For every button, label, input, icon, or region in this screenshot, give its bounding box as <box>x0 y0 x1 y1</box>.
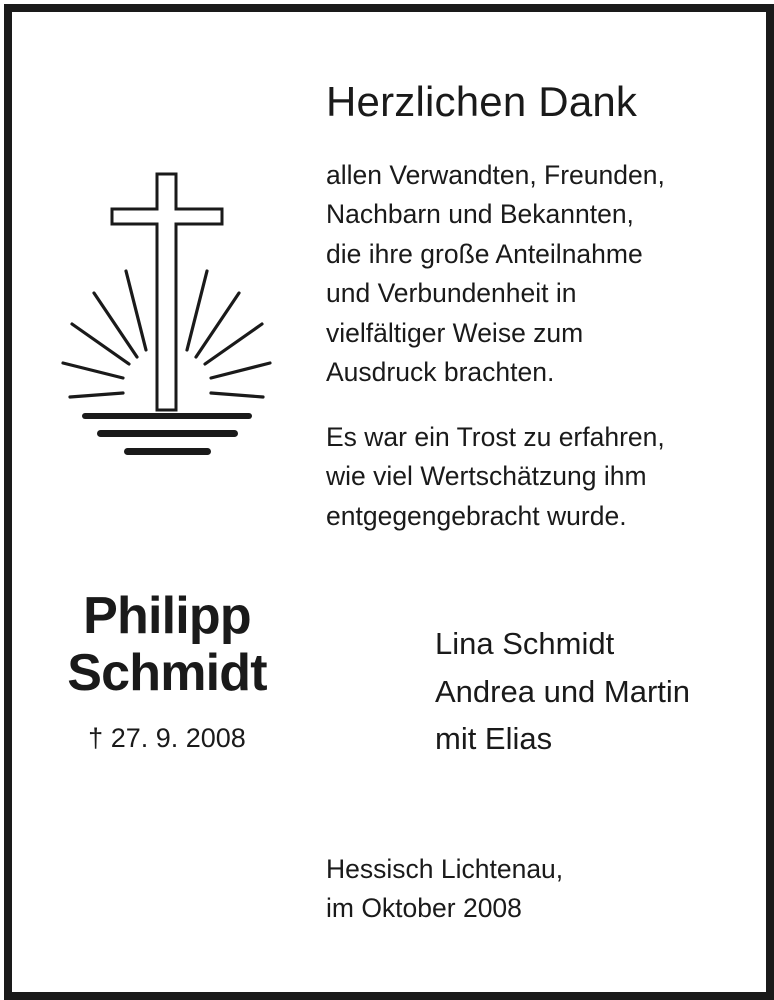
thanks-line: Nachbarn und Bekannten, <box>326 199 634 230</box>
mourner: Lina Schmidt <box>435 626 615 661</box>
comfort-line: Es war ein Trost zu erfahren, <box>326 422 665 452</box>
comfort-line: wie viel Wertschätzung ihm <box>326 461 647 492</box>
date-line: im Oktober 2008 <box>326 893 522 924</box>
death-date: † 27. 9. 2008 <box>88 723 246 753</box>
comfort-line: entgegengebracht wurde. <box>326 500 627 531</box>
horizon-lines <box>82 413 252 455</box>
place-line: Hessisch Lichtenau, <box>326 854 564 884</box>
first-name: Philipp <box>83 587 251 645</box>
thanks-line: und Verbundenheit in <box>326 278 577 309</box>
heading: Herzlichen Dank <box>326 78 638 125</box>
place-and-date <box>326 850 563 929</box>
thanks-line: Ausdruck brachten. <box>326 357 555 388</box>
deceased-name <box>38 588 296 702</box>
cross-with-sunrise-icon <box>60 168 280 464</box>
thanks-line: allen Verwandten, Freunden, <box>326 160 665 190</box>
thanks-line: die ihre große Anteilnahme <box>326 238 643 269</box>
last-name: Schmidt <box>67 644 267 702</box>
cross-outline <box>112 174 222 410</box>
mourner: Andrea und Martin <box>435 673 691 709</box>
mourners-list <box>435 620 690 763</box>
thanks-paragraph <box>326 156 665 392</box>
comfort-paragraph <box>326 418 665 536</box>
thanks-line: vielfältiger Weise zum <box>326 317 584 348</box>
mourner: mit Elias <box>435 721 553 756</box>
